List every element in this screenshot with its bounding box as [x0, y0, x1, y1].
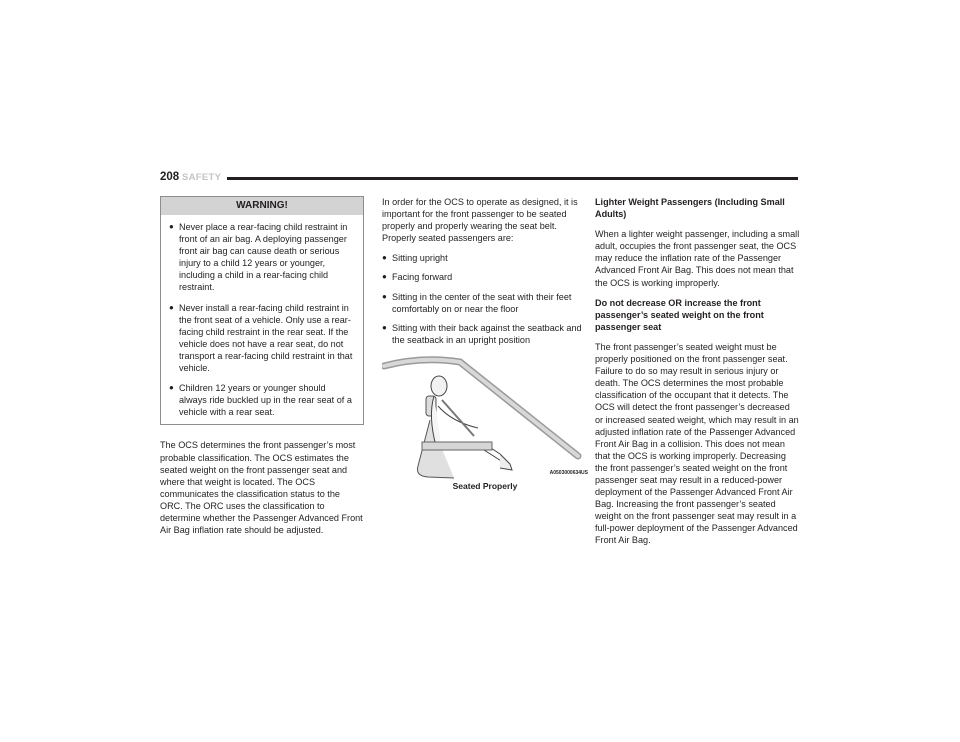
- page-number: 208: [160, 171, 180, 183]
- list-item-text: Sitting in the center of the seat with their feet comfortably on or near the floor: [392, 291, 572, 314]
- warning-list: [161, 215, 363, 424]
- warning-item-text: Never place a rear-facing child restraint in front of an air bag. A deploying passenger front air bag can cause death or serious injury to a child 12 years or younger, including a child in a rear-facing child restraint.: [179, 222, 348, 293]
- seating-list: [382, 252, 588, 346]
- bullet-icon: ●: [382, 272, 387, 282]
- column-middle: [382, 196, 588, 491]
- warning-item-text: Children 12 years or younger should always ride buckled up in the rear seat of a vehicle with a rear seat.: [179, 383, 352, 418]
- bullet-icon: ●: [382, 291, 387, 301]
- list-item: [382, 252, 588, 264]
- figure-caption: Seated Properly: [452, 480, 518, 491]
- list-item-text: Sitting with their back against the seatback and the seatback in an upright position: [392, 322, 582, 345]
- list-item: [382, 271, 588, 283]
- lighter-weight-paragraph: When a lighter weight passenger, including a small adult, occupies the front passenger seat, the OCS may reduce the inflation rate of the Passenger Advanced Front Air Bag. This does not mean that the OCS is working improperly.: [595, 229, 800, 288]
- list-item: [382, 291, 588, 315]
- ocs-paragraph: The OCS determines the front passenger’s most probable classification. The OCS estimates the seated weight on the front passenger seat and where that weight is located. The OCS communicates the classification status to the ORC. The ORC uses the classification to determine whether the Passenger Advanced Front Air Bag inflation rate should be adjusted.: [160, 440, 363, 536]
- warning-item: [169, 382, 355, 418]
- header-rule: [227, 177, 798, 180]
- bullet-icon: ●: [169, 383, 174, 393]
- seated-passenger-illustration: [382, 356, 588, 481]
- warning-title: WARNING!: [161, 197, 363, 215]
- section-subheading: Do not decrease OR increase the front passenger’s seated weight on the front passenger seat: [595, 297, 764, 332]
- warning-item: [169, 221, 355, 294]
- seated-properly-figure: [382, 356, 588, 491]
- intro-paragraph: In order for the OCS to operate as designed, it is important for the front passenger to be seated properly and properly wearing the seat belt. Properly seated passengers are:: [382, 197, 578, 244]
- warning-box: [160, 196, 364, 425]
- section-heading: Lighter Weight Passengers (Including Small Adults): [595, 197, 785, 220]
- list-item-text: Facing forward: [392, 272, 453, 283]
- bullet-icon: ●: [169, 222, 174, 231]
- seated-weight-paragraph: The front passenger’s seated weight must be properly positioned on the front passenger seat. Failure to do so may result in serious injury or death. The OCS determines the most probable classification of the occupant that it detects. The OCS will detect the front passenger’s decreased or increased seated weight, which may result in an adjusted inflation rate of the Passenger Advanced Front Air Bag in a collision. This does not mean that the OCS is working improperly. Decreasing the front passenger’s seated weight on the front passenger seat may result in a reduced-power deployment of the Passenger Advanced Front Air Bag. Increasing the front passenger’s seated weight on the front passenger seat may result in a full-power deployment of the Passenger Advanced Front Air Bag.: [595, 341, 799, 546]
- column-left: [160, 196, 364, 544]
- warning-item-text: Never install a rear-facing child restraint in the front seat of a vehicle. Only use a rear-facing child restraint in the rear seat. If the vehicle does not have a rear seat, do not transport a rear-facing child restraint in that vehicle.: [179, 302, 353, 374]
- column-right: [595, 196, 800, 555]
- list-item-text: Sitting upright: [392, 253, 448, 264]
- figure-code: A0503000634US: [549, 469, 588, 476]
- section-title: SAFETY: [182, 172, 222, 183]
- page-header: [160, 171, 798, 187]
- bullet-icon: ●: [382, 322, 387, 332]
- warning-item: [169, 302, 355, 375]
- bullet-icon: ●: [382, 253, 387, 263]
- bullet-icon: ●: [169, 302, 174, 312]
- list-item: [382, 322, 588, 346]
